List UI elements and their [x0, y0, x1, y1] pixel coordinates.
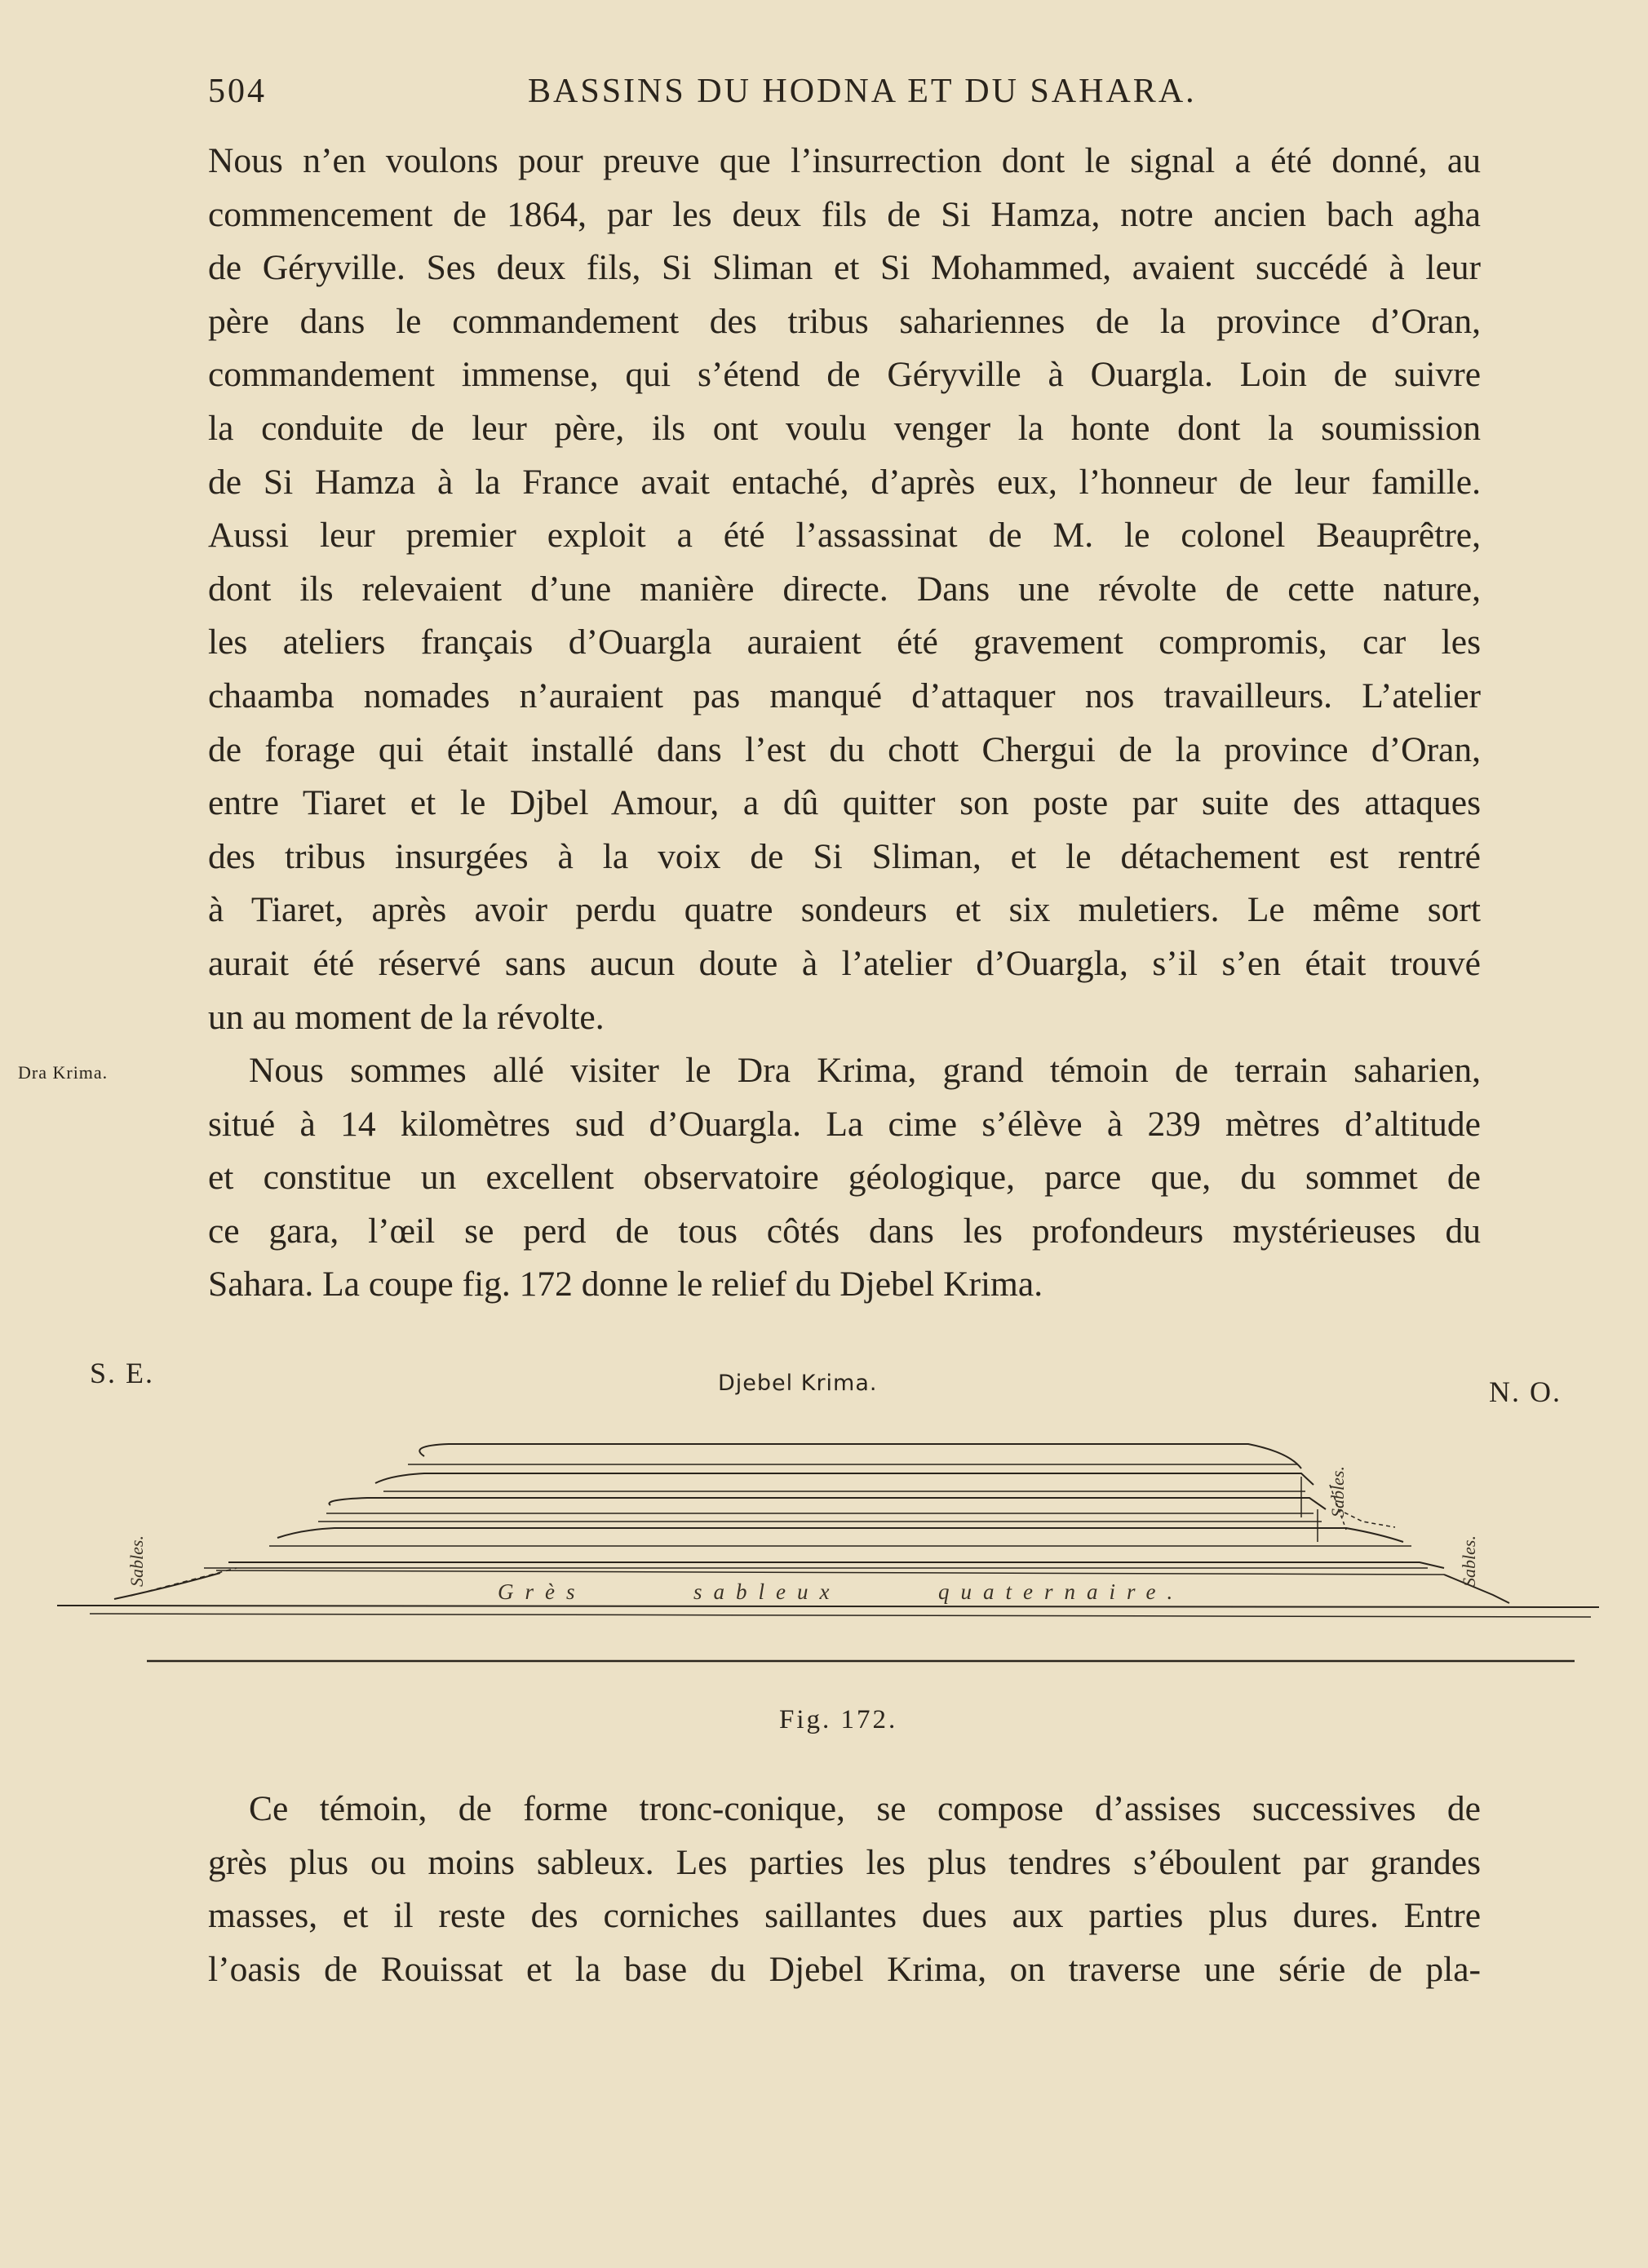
paragraph-dra-krima [208, 1044, 1481, 1312]
cross-section-diagram [41, 1354, 1615, 1697]
text-line: situé à 14 kilomètres sud d’Ouargla. La cime s’élève à 239 mètres d’altitude [208, 1104, 1481, 1144]
sables-label: Sables. [126, 1535, 147, 1587]
text-line: chaamba nomades n’auraient pas manqué d’attaquer nos travailleurs. L’atelier [208, 676, 1481, 715]
figure-title: Djebel Krima. [718, 1371, 878, 1396]
text-line: dont ils relevaient d’une manière directe. Dans une révolte de cette nature, [208, 569, 1481, 609]
text-line: Nous sommes allé visiter le Dra Krima, grand témoin de terrain saharien, [249, 1051, 1481, 1090]
sables-label: Sables. [1459, 1535, 1479, 1587]
stratum-line [277, 1528, 1403, 1542]
ground-line [90, 1614, 1591, 1617]
text-line: l’oasis de Rouissat et la base du Djebel Krima, on traverse une série de pla- [208, 1949, 1481, 1989]
orientation-southeast: S. E. [90, 1357, 155, 1389]
running-head [208, 72, 1497, 121]
stratum-line [228, 1562, 1444, 1568]
text-line: de Géryville. Ses deux fils, Si Sliman et Si Mohammed, avaient succédé à leur [208, 248, 1481, 288]
text-line: Sahara. La coupe fig. 172 donne le relief du Djebel Krima. [208, 1265, 1043, 1305]
stratum-word: quaternaire. [938, 1579, 1185, 1604]
text-line: aurait été réservé sans aucun doute à l’atelier d’Ouargla, s’il s’en était trouvé [208, 943, 1481, 983]
margin-note: Dra Krima. [18, 1062, 109, 1083]
text-line: Nous n’en voulons pour preuve que l’insurrection dont le signal a été donné, au [208, 141, 1481, 180]
stratum-word: Grès [498, 1579, 587, 1604]
paragraph-insurrection [208, 135, 1481, 1044]
sables-label: Sables. [1327, 1466, 1348, 1517]
text-line: un au moment de la révolte. [208, 997, 605, 1037]
stratum-line [216, 1570, 1444, 1575]
text-line: la conduite de leur père, ils ont voulu venger la honte dont la soumission [208, 408, 1481, 448]
text-line: de Si Hamza à la France avait entaché, d’après eux, l’honneur de leur famille. [208, 462, 1481, 502]
chapter-title: BASSINS DU HODNA ET DU SAHARA. [528, 73, 1197, 110]
figure-172 [41, 1354, 1615, 1746]
stratum-line [375, 1473, 1314, 1485]
paragraph-temoin [208, 1783, 1481, 1996]
ground-line [57, 1606, 1599, 1607]
text-line: père dans le commandement des tribus sahariennes de la province d’Oran, [208, 301, 1481, 341]
text-line: entre Tiaret et le Djbel Amour, a dû quitter son poste par suite des attaques [208, 783, 1481, 823]
text-line: Ce témoin, de forme tronc-conique, se compose d’assises successives de [249, 1789, 1481, 1828]
text-line: grès plus ou moins sableux. Les parties les plus tendres s’éboulent par grandes [208, 1842, 1481, 1882]
text-line: masses, et il reste des corniches saillantes dues aux parties plus dures. Entre [208, 1896, 1481, 1936]
stratum-line [329, 1498, 1326, 1509]
page-number: 504 [208, 73, 267, 110]
orientation-northwest: N. O. [1489, 1375, 1562, 1408]
text-line: à Tiaret, après avoir perdu quatre sondeurs et six muletiers. Le même sort [208, 890, 1481, 930]
text-line: et constitue un excellent observatoire géologique, parce que, du sommet de [208, 1158, 1481, 1198]
stratum-word: sableux [693, 1579, 841, 1604]
figure-caption: Fig. 172. [779, 1705, 898, 1734]
text-line: de forage qui était installé dans l’est du chott Chergui de la province d’Oran, [208, 729, 1481, 769]
text-line: ce gara, l’œil se perd de tous côtés dans les profondeurs mystérieuses du [208, 1211, 1481, 1251]
text-line: Aussi leur premier exploit a été l’assassinat de M. le colonel Beauprêtre, [208, 516, 1481, 556]
text-line: commandement immense, qui s’étend de Géryville à Ouargla. Loin de suivre [208, 355, 1481, 395]
text-line: des tribus insurgées à la voix de Si Sliman, et le détachement est rentré [208, 836, 1481, 876]
text-line: commencement de 1864, par les deux fils de Si Hamza, notre ancien bach agha [208, 194, 1481, 234]
text-line: les ateliers français d’Ouargla auraient été gravement compromis, car les [208, 622, 1481, 662]
